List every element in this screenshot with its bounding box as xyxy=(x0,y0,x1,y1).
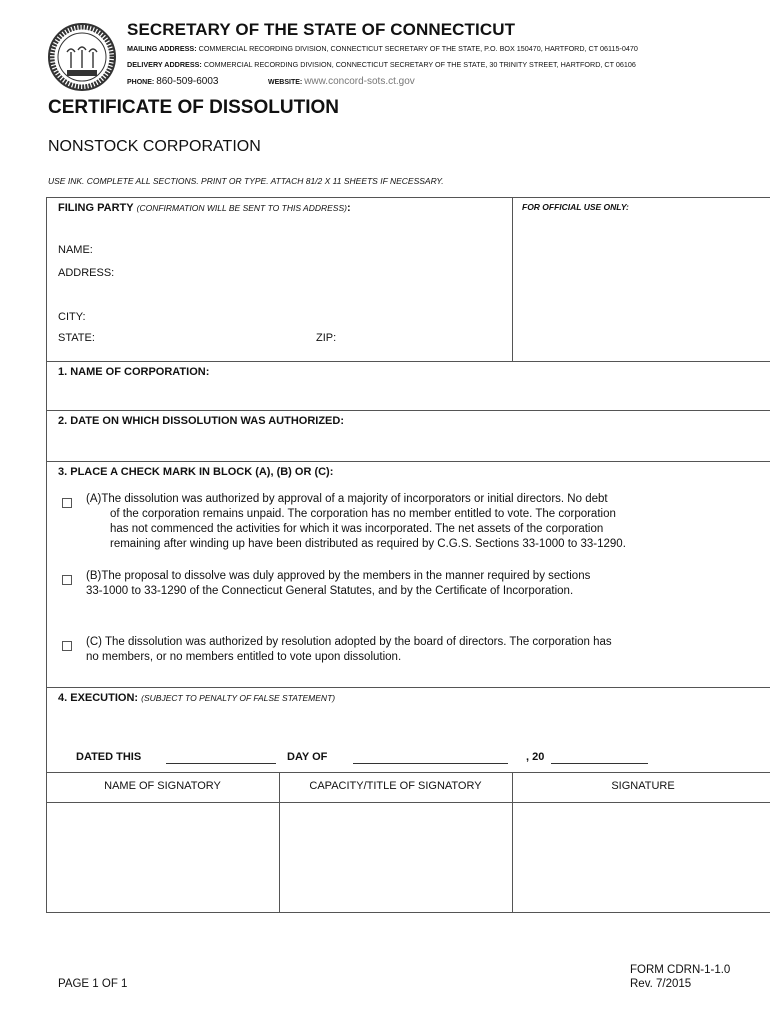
form-id: FORM CDRN-1-1.0 xyxy=(630,964,731,976)
divider xyxy=(46,687,770,688)
section-4-label: 4. EXECUTION: (SUBJECT TO PENALTY OF FALSE STATEMENT) xyxy=(58,692,336,704)
section-1-name-of-corporation[interactable]: 1. NAME OF CORPORATION: xyxy=(58,366,210,378)
col-name-of-signatory: NAME OF SIGNATORY xyxy=(104,780,221,792)
mailing-address: MAILING ADDRESS: COMMERCIAL RECORDING DIVISION, CONNECTICUT SECRETARY OF THE STATE, P.O. BOX 150470, HARTFORD, CT 06115-0470 xyxy=(127,44,638,53)
col-capacity: CAPACITY/TITLE OF SIGNATORY xyxy=(309,780,482,792)
option-c-text: (C) The dissolution was authorized by resolution adopted by the board of directors. The corporation has no members, or no members entitled to vote upon dissolution. xyxy=(86,636,612,663)
form-title: CERTIFICATE OF DISSOLUTION xyxy=(48,97,339,118)
col-signature: SIGNATURE xyxy=(611,780,675,792)
revision: Rev. 7/2015 xyxy=(630,978,692,990)
checkbox-b[interactable] xyxy=(62,575,72,585)
signatory-capacity-cell[interactable] xyxy=(280,803,512,912)
option-b-text: (B)The proposal to dissolve was duly approved by the members in the manner required by sections 33-1000 to 33-1290 of the Connecticut General Statutes, and by the Certificate of Incorporation. xyxy=(86,570,591,597)
year-label: , 20 xyxy=(526,751,545,763)
city-field[interactable]: CITY: xyxy=(58,311,86,323)
divider xyxy=(46,461,770,462)
checkbox-a[interactable] xyxy=(62,498,72,508)
official-divider xyxy=(512,197,513,361)
state-seal-logo xyxy=(47,22,117,92)
state-field[interactable]: STATE: xyxy=(58,332,95,344)
month-input[interactable] xyxy=(353,762,508,764)
signature-cell[interactable] xyxy=(513,803,770,912)
section-2-dissolution-date[interactable]: 2. DATE ON WHICH DISSOLUTION WAS AUTHORIZED: xyxy=(58,415,344,427)
delivery-address: DELIVERY ADDRESS: COMMERCIAL RECORDING DIVISION, CONNECTICUT SECRETARY OF THE STATE, 30 TRINITY STREET, HARTFORD, CT 06106 xyxy=(127,60,636,69)
website-link[interactable]: www.concord-sots.ct.gov xyxy=(304,76,415,87)
agency-title: SECRETARY OF THE STATE OF CONNECTICUT xyxy=(127,20,516,39)
checkbox-c[interactable] xyxy=(62,641,72,651)
instructions: USE INK. COMPLETE ALL SECTIONS. PRINT OR TYPE. ATTACH 81/2 X 11 SHEETS IF NECESSARY. xyxy=(48,176,444,186)
zip-field[interactable]: ZIP: xyxy=(316,332,337,344)
divider xyxy=(46,772,770,773)
filing-party-label: FILING PARTY (CONFIRMATION WILL BE SENT TO THIS ADDRESS): xyxy=(58,202,351,214)
divider xyxy=(46,361,770,362)
signatory-name-cell[interactable] xyxy=(47,803,279,912)
page-number: PAGE 1 OF 1 xyxy=(58,978,128,990)
address-field[interactable]: ADDRESS: xyxy=(58,267,115,279)
day-of-label: DAY OF xyxy=(287,751,328,763)
divider xyxy=(46,410,770,411)
phone: PHONE: 860-509-6003 xyxy=(127,76,219,87)
dated-day-input[interactable] xyxy=(166,762,276,764)
website: WEBSITE: www.concord-sots.ct.gov xyxy=(268,76,415,87)
option-a-text: (A)The dissolution was authorized by approval of a majority of incorporators or initial directors. No debt of the corporation remains unpaid. The corporation has no member entitled to vote. The corporation has not commenced the activities for which it was incorporated. The net assets of the corporation remaining after winding up have been distributed as required by C.G.S. Sections 33-1000 to 33-1290. xyxy=(86,493,626,550)
official-use-label: FOR OFFICIAL USE ONLY: xyxy=(522,202,629,212)
section-3-label: 3. PLACE A CHECK MARK IN BLOCK (A), (B) OR (C): xyxy=(58,466,334,478)
form-subtitle: NONSTOCK CORPORATION xyxy=(48,138,261,155)
name-field[interactable]: NAME: xyxy=(58,244,93,256)
year-input[interactable] xyxy=(551,762,648,764)
dated-this-label: DATED THIS xyxy=(76,751,142,763)
